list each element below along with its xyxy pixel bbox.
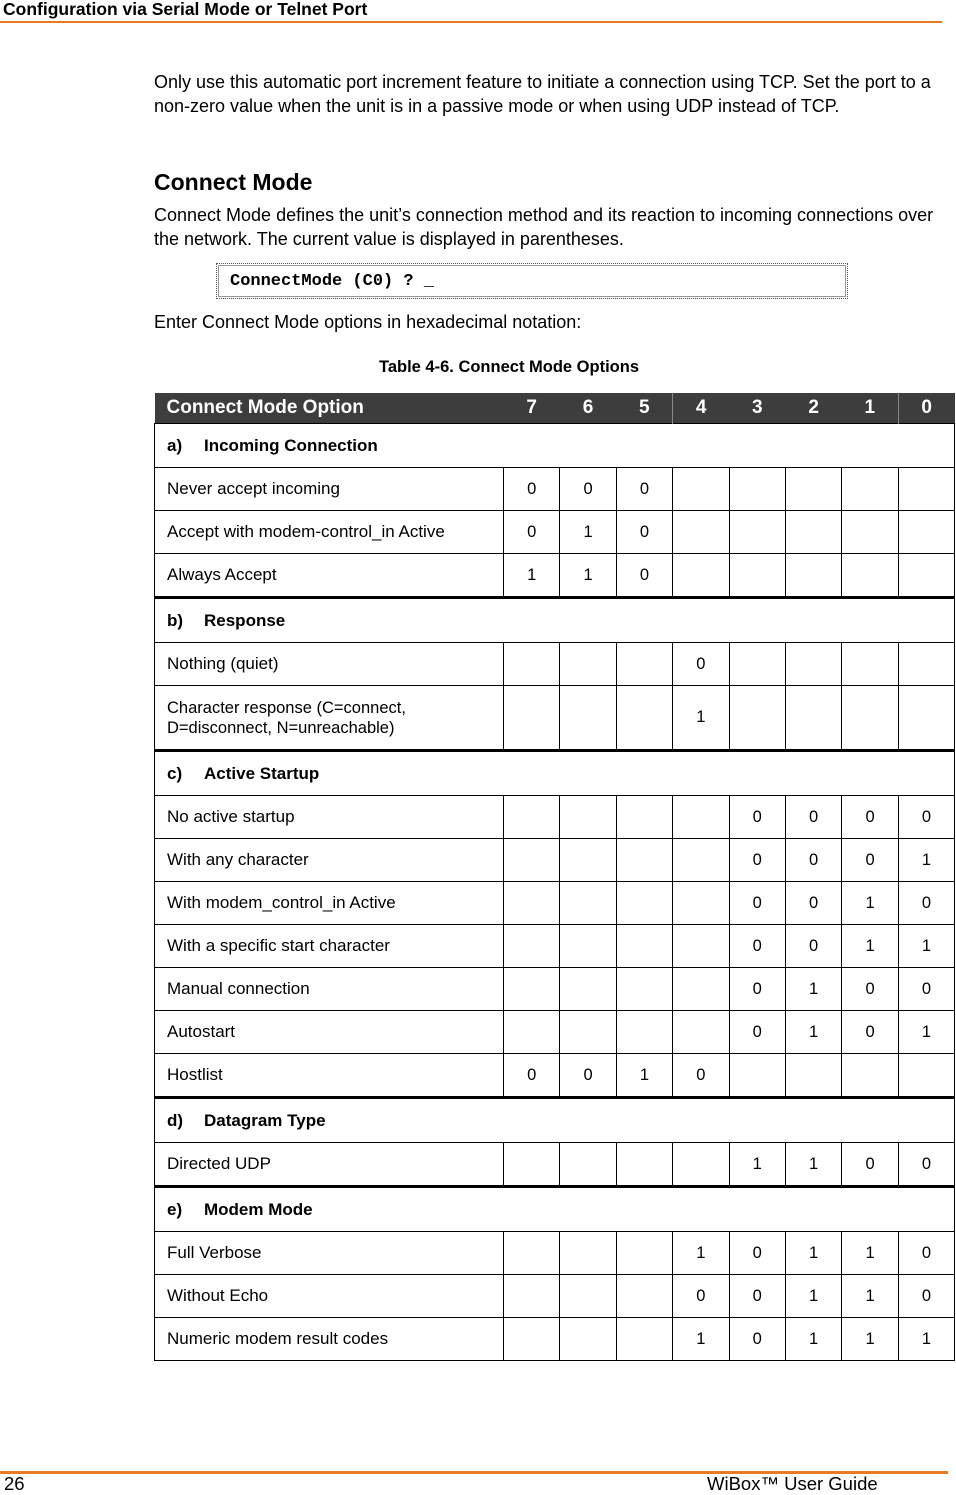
bit-cell (673, 796, 729, 839)
bit-cell: 0 (616, 511, 672, 554)
option-label: Autostart (155, 1011, 504, 1054)
bit-cell: 1 (785, 1143, 841, 1187)
section-row (155, 751, 955, 796)
bit-cell (504, 1232, 560, 1275)
table-row (155, 1054, 955, 1098)
bit-cell (785, 468, 841, 511)
option-label: Manual connection (155, 968, 504, 1011)
bit-cell (785, 554, 841, 598)
section-letter: e) (167, 1199, 183, 1219)
section-letter: b) (167, 610, 184, 630)
table-row (155, 1275, 955, 1318)
bit-cell: 0 (504, 468, 560, 511)
option-label: No active startup (155, 796, 504, 839)
bit-cell: 0 (504, 1054, 560, 1098)
option-label: Directed UDP (155, 1143, 504, 1187)
bit-cell: 1 (785, 968, 841, 1011)
bit-cell: 1 (785, 1232, 841, 1275)
header-bit-2: 2 (785, 393, 841, 424)
running-header: Configuration via Serial Mode or Telnet Port (3, 0, 368, 19)
option-label: With any character (155, 839, 504, 882)
bit-cell (616, 1011, 672, 1054)
table-row (155, 1011, 955, 1054)
header-option: Connect Mode Option (155, 393, 504, 424)
section-letter: d) (167, 1110, 184, 1130)
bit-cell (729, 1054, 785, 1098)
bit-cell: 1 (504, 554, 560, 598)
option-label: With a specific start character (155, 925, 504, 968)
bit-cell: 0 (673, 1275, 729, 1318)
bit-cell (898, 468, 954, 511)
section-row (155, 424, 955, 468)
header-bit-0: 0 (898, 393, 954, 424)
bit-cell: 0 (729, 925, 785, 968)
bit-cell (898, 554, 954, 598)
bit-cell: 0 (616, 468, 672, 511)
bit-cell (560, 1143, 616, 1187)
table-row (155, 796, 955, 839)
bit-cell: 1 (785, 1011, 841, 1054)
bit-cell (616, 968, 672, 1011)
section-letter: a) (167, 435, 183, 455)
bit-cell (616, 1143, 672, 1187)
bit-cell: 0 (504, 511, 560, 554)
bit-cell (504, 796, 560, 839)
bit-cell: 0 (616, 554, 672, 598)
bit-cell: 1 (560, 511, 616, 554)
bit-cell (616, 882, 672, 925)
bit-cell: 0 (898, 882, 954, 925)
bit-cell: 0 (842, 839, 898, 882)
bit-cell: 0 (729, 839, 785, 882)
hex-instruction: Enter Connect Mode options in hexadecimal notation: (154, 312, 582, 332)
bit-cell (560, 643, 616, 686)
bit-cell: 0 (785, 925, 841, 968)
bit-cell: 0 (560, 468, 616, 511)
bit-cell (560, 796, 616, 839)
bit-cell: 1 (898, 1318, 954, 1361)
bit-cell: 0 (729, 1011, 785, 1054)
option-label: With modem_control_in Active (155, 882, 504, 925)
bit-cell (504, 882, 560, 925)
header-bit-4: 4 (673, 393, 729, 424)
bit-cell (616, 643, 672, 686)
bit-cell (616, 1275, 672, 1318)
option-label: Never accept incoming (155, 468, 504, 511)
header-rule (0, 21, 942, 23)
bit-cell (729, 511, 785, 554)
table-row (155, 839, 955, 882)
bit-cell (673, 839, 729, 882)
bit-cell: 1 (842, 1275, 898, 1318)
option-label: Without Echo (155, 1275, 504, 1318)
bit-cell (842, 643, 898, 686)
bit-cell (504, 1143, 560, 1187)
bit-cell: 1 (616, 1054, 672, 1098)
bit-cell (842, 686, 898, 751)
bit-cell (616, 925, 672, 968)
bit-cell (560, 925, 616, 968)
bit-cell (504, 1275, 560, 1318)
bit-cell (785, 511, 841, 554)
option-label: Full Verbose (155, 1232, 504, 1275)
section-title (155, 1187, 955, 1232)
bit-cell: 1 (842, 1318, 898, 1361)
table-row (155, 643, 955, 686)
bit-cell (560, 1318, 616, 1361)
section-title (155, 424, 955, 468)
bit-cell: 0 (898, 1143, 954, 1187)
bit-cell (729, 686, 785, 751)
bit-cell (673, 882, 729, 925)
bit-cell (898, 511, 954, 554)
bit-cell (504, 968, 560, 1011)
bit-cell (673, 1143, 729, 1187)
bit-cell: 0 (729, 1275, 785, 1318)
bit-cell: 1 (729, 1143, 785, 1187)
table-header-row (155, 393, 955, 424)
bit-cell: 0 (785, 839, 841, 882)
bit-cell: 1 (898, 925, 954, 968)
bit-cell: 0 (673, 1054, 729, 1098)
header-bit-1: 1 (842, 393, 898, 424)
bit-cell: 0 (842, 1143, 898, 1187)
bit-cell (842, 1054, 898, 1098)
bit-cell: 0 (729, 882, 785, 925)
bit-cell (785, 643, 841, 686)
bit-cell (842, 511, 898, 554)
section-label: Modem Mode (204, 1199, 313, 1219)
bit-cell: 1 (898, 1011, 954, 1054)
option-label: Character response (C=connect, D=disconnect, N=unreachable) (155, 686, 504, 751)
bit-cell: 1 (842, 1232, 898, 1275)
bit-cell (616, 796, 672, 839)
table-caption: Table 4-6. Connect Mode Options (378, 358, 640, 376)
section-letter: c) (167, 763, 183, 783)
bit-cell (560, 882, 616, 925)
bit-cell: 0 (898, 1275, 954, 1318)
bit-cell (842, 468, 898, 511)
bit-cell: 0 (785, 796, 841, 839)
header-bit-3: 3 (729, 393, 785, 424)
code-box (216, 263, 848, 299)
bit-cell: 0 (842, 796, 898, 839)
bit-cell (673, 468, 729, 511)
bit-cell: 0 (898, 796, 954, 839)
bit-cell (785, 686, 841, 751)
bit-cell: 0 (898, 968, 954, 1011)
bit-cell (673, 925, 729, 968)
bit-cell: 0 (673, 643, 729, 686)
bit-cell (504, 925, 560, 968)
bit-cell (560, 839, 616, 882)
bit-cell (504, 1011, 560, 1054)
bit-cell (616, 1318, 672, 1361)
header-bit-6: 6 (560, 393, 616, 424)
table-row (155, 511, 955, 554)
bit-cell (673, 511, 729, 554)
section-title (155, 1098, 955, 1143)
table-row (155, 554, 955, 598)
option-label: Nothing (quiet) (155, 643, 504, 686)
bit-cell: 1 (560, 554, 616, 598)
bit-cell (504, 1318, 560, 1361)
section-title (155, 751, 955, 796)
bit-cell (616, 686, 672, 751)
bit-cell: 0 (729, 796, 785, 839)
bit-cell: 1 (898, 839, 954, 882)
option-label: Hostlist (155, 1054, 504, 1098)
bit-cell (560, 1011, 616, 1054)
header-bit-7: 7 (504, 393, 560, 424)
bit-cell (673, 1011, 729, 1054)
bit-cell: 0 (729, 1232, 785, 1275)
section-row (155, 1187, 955, 1232)
section-heading: Connect Mode (154, 169, 313, 195)
bit-cell: 0 (729, 968, 785, 1011)
table-row (155, 1318, 955, 1361)
bit-cell (560, 686, 616, 751)
bit-cell (729, 554, 785, 598)
page-number: 26 (4, 1473, 25, 1494)
bit-cell (673, 554, 729, 598)
section-label: Active Startup (204, 763, 320, 783)
bit-cell (560, 968, 616, 1011)
bit-cell (842, 554, 898, 598)
table-row (155, 882, 955, 925)
bit-cell (785, 1054, 841, 1098)
bit-cell (560, 1232, 616, 1275)
bit-cell: 1 (785, 1275, 841, 1318)
option-label: Accept with modem-control_in Active (155, 511, 504, 554)
bit-cell: 0 (785, 882, 841, 925)
section-label: Incoming Connection (204, 435, 378, 455)
bit-cell: 0 (560, 1054, 616, 1098)
bit-cell (616, 839, 672, 882)
bit-cell (673, 968, 729, 1011)
table-row (155, 686, 955, 751)
bit-cell (616, 1232, 672, 1275)
code-text: ConnectMode (C0) ? _ (230, 272, 435, 291)
bit-cell (729, 468, 785, 511)
bit-cell (504, 839, 560, 882)
section-row (155, 598, 955, 643)
table-body (155, 424, 955, 1361)
table-row (155, 968, 955, 1011)
guide-title: WiBox™ User Guide (707, 1473, 878, 1494)
bit-cell: 0 (842, 1011, 898, 1054)
bit-cell: 1 (673, 1232, 729, 1275)
section-label: Datagram Type (204, 1110, 326, 1130)
bit-cell: 1 (842, 882, 898, 925)
intro-paragraph: Only use this automatic port increment feature to initiate a connection using TCP. Set the port to a non-zero value when the unit is in a passive mode or when using UDP instead of TCP. (154, 72, 931, 116)
table-row (155, 1143, 955, 1187)
bit-cell: 1 (842, 925, 898, 968)
section-row (155, 1098, 955, 1143)
section-title (155, 598, 955, 643)
bit-cell (898, 643, 954, 686)
bit-cell (504, 686, 560, 751)
option-label: Always Accept (155, 554, 504, 598)
section-label: Response (204, 610, 286, 630)
table-row (155, 468, 955, 511)
bit-cell (898, 1054, 954, 1098)
bit-cell: 0 (729, 1318, 785, 1361)
connect-mode-table (154, 393, 955, 1361)
bit-cell (898, 686, 954, 751)
bit-cell: 1 (673, 1318, 729, 1361)
option-label: Numeric modem result codes (155, 1318, 504, 1361)
bit-cell (504, 643, 560, 686)
table-row (155, 1232, 955, 1275)
bit-cell: 0 (898, 1232, 954, 1275)
header-bit-5: 5 (616, 393, 672, 424)
section-description: Connect Mode defines the unit’s connection method and its reaction to incoming connections over the network. The current value is displayed in parentheses. (154, 205, 934, 249)
table-row (155, 925, 955, 968)
bit-cell: 1 (673, 686, 729, 751)
bit-cell: 1 (785, 1318, 841, 1361)
bit-cell: 0 (842, 968, 898, 1011)
bit-cell (729, 643, 785, 686)
bit-cell (560, 1275, 616, 1318)
